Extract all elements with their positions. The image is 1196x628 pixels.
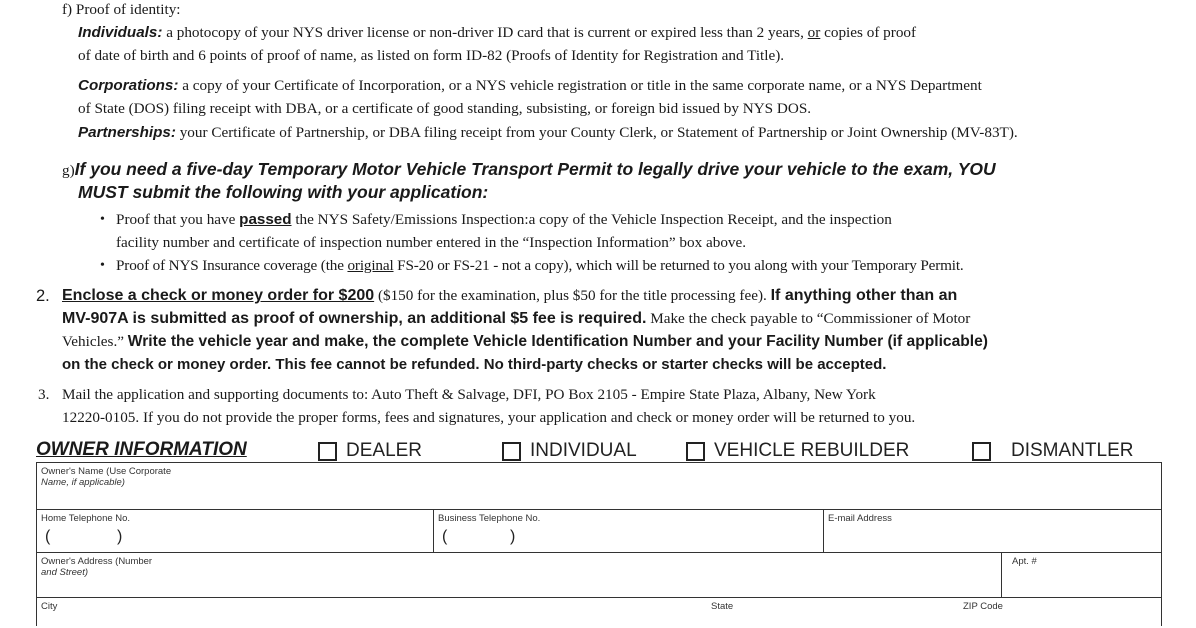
individuals-text-1: a photocopy of your NYS driver license or non-driver ID card that is current or expired less than 2 years, xyxy=(166,24,804,41)
item-2-line-3 xyxy=(62,332,988,352)
state-field[interactable] xyxy=(707,598,957,626)
temp-permit-bullet-1 xyxy=(116,210,892,230)
owner-name-label: Owner's Name (Use Corporate Name, if applicable) xyxy=(41,466,172,488)
state-label: State xyxy=(711,601,734,612)
dealer-label: DEALER xyxy=(346,440,423,461)
checkbox-square-icon xyxy=(502,442,521,461)
bullet-1-passed: passed xyxy=(239,211,292,228)
bullet-1-text-b: the NYS Safety/Emissions Inspection:a copy of the Vehicle Inspection Receipt, and the inspection xyxy=(295,211,892,228)
individuals-line-1 xyxy=(78,23,916,43)
bullet-2-original: original xyxy=(347,257,394,274)
corporations-line-1 xyxy=(78,76,982,96)
owner-address-field[interactable] xyxy=(37,553,1001,597)
item-3-number: 3. xyxy=(38,386,50,403)
bullet-1-text-a: Proof that you have xyxy=(116,211,236,228)
item-2-plain-a: Make the check payable to “Commissioner of Motor xyxy=(650,310,971,327)
phone-email-row xyxy=(37,510,1161,553)
dismantler-label: DISMANTLER xyxy=(1011,440,1134,461)
email-label: E-mail Address xyxy=(828,513,892,524)
item-2-paren: ($150 for the examination, plus $50 for the title processing fee). xyxy=(377,287,767,304)
partnerships-text: your Certificate of Partnership, or DBA filing receipt from your County Clerk, or Statement of Partnership or Joint Ownership (MV-83T). xyxy=(179,124,1018,141)
dealer-checkbox[interactable] xyxy=(318,440,422,462)
temp-permit-bullet-2 xyxy=(116,256,964,276)
item-2-bold-b: MV-907A is submitted as proof of ownership, an additional $5 fee is required. xyxy=(62,310,647,327)
business-phone-field[interactable] xyxy=(433,510,824,552)
bullet-icon: • xyxy=(100,212,105,227)
city-field[interactable] xyxy=(37,598,707,626)
item-2-number: 2. xyxy=(36,287,50,305)
individuals-label: Individuals: xyxy=(78,24,163,41)
apt-label: Apt. # xyxy=(1012,556,1037,567)
individuals-line-2: of date of birth and 6 points of proof of name, as listed on form ID-82 (Proofs of Identity for Registration and Title). xyxy=(78,47,785,64)
owner-info-form xyxy=(36,462,1162,626)
bullet-icon: • xyxy=(100,258,105,273)
dismantler-checkbox[interactable] xyxy=(972,440,1133,462)
individual-checkbox[interactable] xyxy=(502,440,637,462)
area-code-open-paren: ( xyxy=(45,528,51,545)
temp-permit-text-1: If you need a five-day Temporary Motor Vehicle Transport Permit to legally drive your vehicle to the exam, YOU xyxy=(74,159,996,179)
home-phone-field[interactable] xyxy=(37,510,433,552)
vehicle-rebuilder-checkbox[interactable] xyxy=(686,440,909,462)
temp-permit-line-1 xyxy=(62,158,996,181)
item-3-line-2: 12220-0105. If you do not provide the proper forms, fees and signatures, your application and check or money order will be returned to you. xyxy=(62,409,916,426)
vehicle-rebuilder-label: VEHICLE REBUILDER xyxy=(714,440,910,461)
corporations-line-2: of State (DOS) filing receipt with DBA, or a certificate of good standing, subsisting, or foreign bid issued by NYS DOS. xyxy=(78,100,812,117)
area-code-open-paren: ( xyxy=(442,528,448,545)
temp-permit-bullet-1-line-2: facility number and certificate of inspection number entered in the “Inspection Information” box above. xyxy=(116,234,747,251)
partnerships-line xyxy=(78,123,1018,143)
city-label: City xyxy=(41,601,58,612)
individual-label: INDIVIDUAL xyxy=(530,440,637,461)
zip-field[interactable] xyxy=(957,598,1161,626)
email-field[interactable] xyxy=(823,510,1161,552)
corporations-text-1: a copy of your Certificate of Incorporation, or a NYS vehicle registration or title in the same corporate name, or a NYS Department xyxy=(182,77,982,94)
checkbox-square-icon xyxy=(686,442,705,461)
partnerships-label: Partnerships: xyxy=(78,124,176,141)
item-2-enclose: Enclose a check or money order for $200 xyxy=(62,287,375,304)
individuals-text-1b: copies of proof xyxy=(824,24,917,41)
checkbox-square-icon xyxy=(972,442,991,461)
corporations-label: Corporations: xyxy=(78,77,179,94)
temp-permit-line-2: MUST submit the following with your application: xyxy=(78,182,489,202)
item-2-bold-a: If anything other than an xyxy=(770,287,958,304)
apt-field[interactable] xyxy=(1001,553,1161,597)
address-row xyxy=(37,553,1161,598)
proof-identity-heading: f) Proof of identity: xyxy=(62,1,181,18)
item-2-line-4: on the check or money order. This fee cannot be refunded. No third-party checks or starter checks will be accepted. xyxy=(62,356,887,373)
item-2-plain-b: Vehicles.” xyxy=(62,333,124,350)
business-phone-label: Business Telephone No. xyxy=(438,513,541,524)
home-phone-label: Home Telephone No. xyxy=(41,513,131,524)
bullet-2-text-b: FS-20 or FS-21 - not a copy), which will be returned to you along with your Temporary Permit. xyxy=(397,257,964,274)
owner-name-field[interactable] xyxy=(37,463,1161,510)
checkbox-square-icon xyxy=(318,442,337,461)
item-2-bold-c: Write the vehicle year and make, the complete Vehicle Identification Number and your Facility Number (if applicable) xyxy=(127,333,988,350)
area-code-close-paren: ) xyxy=(117,528,123,545)
bullet-2-text-a: Proof of NYS Insurance coverage (the xyxy=(116,257,344,274)
owner-address-label: Owner's Address (Number and Street) xyxy=(41,556,153,578)
individuals-or: or xyxy=(807,24,821,41)
temp-permit-prefix: g) xyxy=(62,162,75,179)
area-code-close-paren: ) xyxy=(510,528,516,545)
zip-label: ZIP Code xyxy=(963,601,1003,612)
owner-info-title: OWNER INFORMATION xyxy=(36,439,247,460)
item-2-line-2 xyxy=(62,309,970,329)
city-state-zip-row xyxy=(37,598,1161,626)
item-3-line-1: Mail the application and supporting documents to: Auto Theft & Salvage, DFI, PO Box 2105 - Empire State Plaza, Albany, New York xyxy=(62,386,876,403)
item-2-line-1 xyxy=(62,286,957,306)
